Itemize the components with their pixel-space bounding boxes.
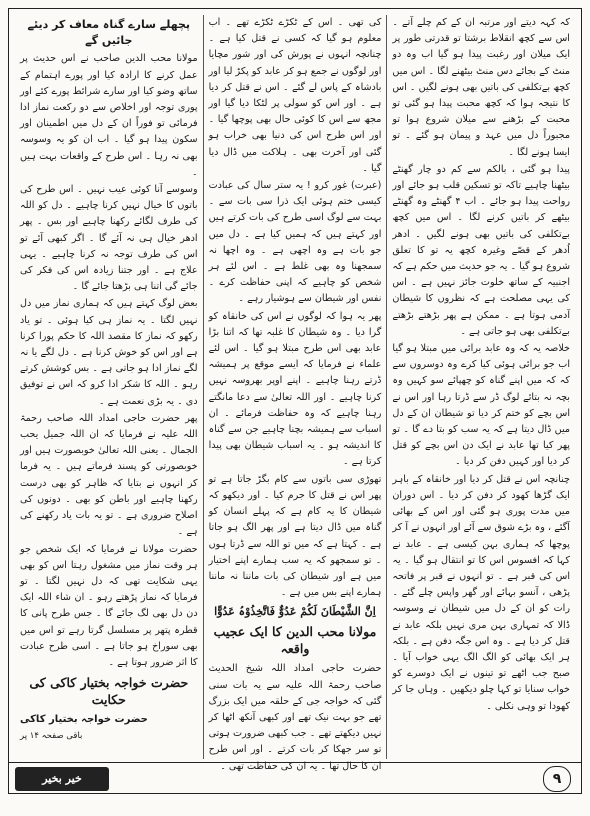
middle-paragraph: (عبرت) غور کرو ! یہ ستر سال کی عبادت کیسی ختم ہوئی ایک ذرا سی بات سے ۔ بہت سے لوگ اسی طرح کی بات کرتے ہیں اور کہتے ہیں کہ ہمیں کیا ہے ۔ دل میں جو بات ہے وہ اچھی ہے ۔ وہ اچھا نہ سمجھنا وہ بھی غلط ہے ۔ اس لئے ہر شخص کو چاہیے کہ اپنی حفاظت کرے ۔ نفس اور شیطان سے ہوشیار رہے ۔ bbox=[208, 180, 382, 305]
left-paragraph: وسوسے آنا کوئی عیب نہیں ۔ اس طرح کی باتوں کا خیال نہیں کرنا چاہیے ۔ دل کو اللہ کی طرف لگائے رکھنا چاہیے اور بس ۔ پھر ادھر خیال ہی نہ آئے گا ۔ اگر کبھی آئے تو اس کی طرف توجہ نہ کرنا چاہیے ۔ یہی علاج ہے ۔ اور جتنا زیادہ اس کی فکر کی جائے گی اتنا ہی بڑھتا جائے گا ۔ bbox=[20, 184, 198, 293]
middle-paragraph: حضرت حاجی امداد اللہ شیخ الحدیث صاحب رحمۃ اللہ علیہ سے یہ بات سنی گئی کہ خواجہ جی کے حلقہ میں ایک بزرگ تھے جو بہت نیک تھے اور کبھی آنکھ اٹھا کر نہیں دیکھتے تھے ۔ جب کبھی ضرورت ہوتی تو سر جھکا کر بات کرتے ۔ اور اس طرح ان کا حال تھا ۔ یہ ان کی حفاظت تھی ۔ bbox=[208, 663, 382, 772]
right-paragraph: چنانچہ اس نے قتل کر دیا اور خانقاہ کے باہر ایک گڑھا کھود کر دفن کر دیا ۔ اس دوران میں مدت پوری ہو گئی اور اس کے بھائی آگئے ، وہ بڑے شوق سے آئے اور انہوں نے آ کر پوچھا کہ ہماری بہن کیسی ہے ۔ عابد نے کہا کہ افسوس اس کا تو انتقال ہو گیا ۔ یہ اس کی قبر ہے ۔ تو انہوں نے قبر پر فاتحہ پڑھی ، آنسو بہائے اور گھر واپس چلے گئے ۔ رات کو ان کے دل میں شیطان نے وسوسہ ڈالا کہ تمہاری بہن مری نہیں بلکہ عابد نے قتل کر دیا ہے ۔ وہ اس جگہ دفن ہے ۔ بلکہ ہر ایک بھائی کو الگ الگ یہی خواب آیا ۔ صبح جب اٹھے تو تینوں نے ایک دوسرے کو خواب سنایا تو کہا چلو دیکھیں ۔ وہاں جا کر کھودا تو وہی نکلی ۔ bbox=[392, 473, 570, 712]
right-paragraph: کہ کہہ دیتے اور مرتبہ ان کے کم چلے آتے ۔ اس سے کچھ انقلاط برشتا تو قدرتی طور پر ایک میلان اور رغبت پیدا ہو گیا اب وہ دو منٹ کے بجائے دس منٹ بیٹھنے لگا ۔ اس میں کچھ بےتکلفی کی باتیں بھی ہونے لگیں ۔ اس کا نتیجہ ہوا کہ کچھ محبت پیدا ہو گئی تو محبت کے بڑھنے سے میلان شروع ہوا تو مجبوراً دل میں عہد و پیمان ہو گئے ۔ تو ایسا ہونے لگا ۔ bbox=[392, 17, 570, 158]
page-footer bbox=[9, 762, 581, 793]
quran-verse: اِنَّ الشَّیْطَانَ لَکُمْ عَدُوٌّ فَاتَّخِذُوْہُ عَدُوًّا bbox=[214, 605, 376, 619]
left-paragraph: بعض لوگ کہتے ہیں کہ ہماری نماز میں دل نہیں لگتا ۔ یہ نماز ہی کیا ہوئی ۔ تو یاد رکھو کہ نماز کا مقصد اللہ کا حکم پورا کرنا ہے اور اس کو خوش کرنا ہے ۔ دل لگے یا نہ لگے نماز ادا ہو جاتی ہے ۔ بس کوشش کرتے رہو ۔ اللہ کا شکر ادا کرو کہ اس نے توفیق دی ۔ یہ بڑی نعمت ہے ۔ bbox=[20, 298, 198, 407]
left-paragraph: مولانا محب الدین صاحب نے اس حدیث پر عمل کرنے کا ارادہ کیا اور پورے اہتمام کے ساتھ وضو کیا اور سارے شرائط پورے کئے اور پوری توجہ اور اخلاص سے دو رکعت نماز ادا فرمائی تو فوراً ان کے دل میں اطمینان اور سکون پیدا ہو گیا ۔ اب ان کو یہ وسوسہ بھی نہ رہا ۔ اس طرح کے واقعات بہت ہیں ۔ bbox=[20, 53, 198, 178]
page-number-badge bbox=[543, 766, 571, 792]
left-top-heading: پچھلے سارے گناہ معاف کر دیئے جائیں گے bbox=[27, 18, 191, 48]
left-paragraph: پھر حضرت حاجی امداد اللہ صاحب رحمۃ اللہ علیہ نے فرمایا کہ ان اللہ جمیل یحب الجمال ۔ یعنی اللہ تعالیٰ خوبصورت ہیں اور خوبصورتی کو پسند فرماتے ہیں ۔ یہ فرما کر انہوں نے بتایا کہ ظاہر کو بھی درست رکھنا چاہیے اور باطن کو بھی ۔ دونوں کی اصلاح ضروری ہے ۔ تو یہ بات یاد رکھنے کی ہے ۔ bbox=[20, 412, 198, 538]
continued-note: باقی صفحہ ۱۴ پر bbox=[20, 731, 83, 742]
middle-paragraph: کی تھی ۔ اس کے ٹکڑے ٹکڑے تھے ۔ اب معلوم ہو گیا کہ کسی نے قتل کیا ہے ۔ چنانچہ انہوں نے پورش کی اور شور مچایا اور لوگوں نے جمع ہو کر عابد کو پکڑ لیا اور بادشاہ کے پاس لے گئے ۔ اس نے قتل کر دیا ہے ۔ اور اس کو سولی پر لٹکا دیا گیا اور مجھ سے اس کا کوئی حال بھی پوچھا گیا ۔ اور اس طرح اس کی دنیا بھی خراب ہو گئی اور آخرت بھی ۔ ہلاکت میں ڈال دیا گیا ۔ bbox=[208, 17, 382, 174]
right-paragraph: پیدا ہو گئی ، بالکم سے کم دو چار گھنٹے بیٹھنا چاہیے تاکہ تو تسکین قلب ہو جائے اور رواحت پیدا ہو جائے ۔ اب ۴ گھنٹے وہ گھنٹے بیٹھے کر باتیں کرنے لگا ۔ اس میں کچھ بےتکلفی کی باتیں بھی ہونے لگیں ۔ ادھر اُدھر کے قصّے وغیرہ کچھ یہ تو کا تعلق شروع ہو گیا ۔ یہ جو حدیث میں حکم ہے کہ اجنبیہ کے ساتھ خلوت جائز نہیں ہے ۔ اس کی یہی مصلحت ہے کہ نظروں کا شیطان آدمی ہوتا ہے ۔ ممکن ہے پھر بڑھتے بڑھتے بےتکلفی بھی ہو جاتی ہے ۔ bbox=[392, 163, 570, 337]
magazine-logo: خیر بخیر bbox=[15, 767, 109, 791]
story-heading: مولانا محب الدین کا ایک عجیب واقعہ bbox=[213, 624, 377, 657]
page-number: ۹ bbox=[552, 771, 562, 787]
left-section-heading: حضرت خواجہ بختیار کاکی کی حکایت bbox=[29, 675, 189, 708]
magazine-page bbox=[8, 8, 582, 794]
columns-container bbox=[15, 15, 575, 772]
author-byline: حضرت خواجہ بختیار کاکی bbox=[20, 714, 148, 726]
middle-paragraph: تھوڑی سی باتوں سے کام بگڑ جاتا ہے تو پھر اس نے قتل کا جرم کیا ۔ اور دیکھو کہ شیطان کا یہ کام ہے کہ پہلے انسان کو گناہ میں ڈال دیتا ہے اور پھر الگ ہو جاتا ہے ۔ کہتا ہے کہ میں تو اللہ سے ڈرتا ہوں ۔ تو سمجھو کہ یہ سب ہمارے اپنے اختیار میں ہے اور شیطان کی بات ماننا نہ ماننا ہمارے اپنے بس میں ہے ۔ bbox=[208, 473, 382, 599]
left-paragraph: حضرت مولانا نے فرمایا کہ ایک شخص جو ہر وقت نماز میں مشغول رہتا اس کو بھی یہی شکایت تھی کہ دل نہیں لگتا ۔ تو فرمایا کہ نماز پڑھتے رہو ۔ ان شاء اللہ ایک دن دل بھی لگ جائے گا ۔ جس طرح پانی کا قطرہ پتھر پر مسلسل گرتا رہے تو اس میں بھی سوراخ ہو جاتا ہے ۔ اسی طرح عبادت کا اثر ضرور ہوتا ہے ۔ bbox=[20, 543, 198, 668]
middle-paragraph: پھر یہ ہوا کہ لوگوں نے اس کی خانقاہ کو گرا دیا ۔ وہ شیطان کا غلبہ تھا کہ اتنا بڑا عابد بھی اس طرح مبتلا ہو گیا ۔ اس لئے علماء نے فرمایا کہ ایسے موقع پر ہمیشہ ڈرتے رہنا چاہیے ۔ اپنے اوپر بھروسہ نہیں کرنا چاہیے ۔ اور اللہ تعالیٰ سے دعا مانگتے رہنا چاہیے کہ وہ حفاظت فرمائے ۔ ان اسباب سے ہمیشہ بچنا چاہیے جن سے گناہ کا اندیشہ ہو ۔ یہ اسباب شیطان بھی پیدا کرتا ہے ۔ bbox=[208, 310, 382, 468]
right-column bbox=[387, 15, 575, 759]
right-paragraph: خلاصہ یہ کہ وہ عابد برائی میں مبتلا ہو گیا اب جو برائی ہوئی کیا کرے وہ دوسروں سے کہ کہ میں اپنے گناہ کو چھپائے سو کہیں وہ بچہ نہ بتائے لوگ ڈر سے ڈرتا رہا اور اس نے اس بچے کو ختم کر دیا تو شیطان ان کے دل میں ڈال دیتا ہے کہ یہ سب کو بتا دے گا ۔ تو پھر کیا تھا عابد نے ایک دن اس بچے کو قتل کر دیا اور کہیں دفن کر دیا ۔ bbox=[392, 343, 570, 468]
left-column bbox=[15, 15, 203, 759]
middle-column bbox=[203, 15, 388, 772]
